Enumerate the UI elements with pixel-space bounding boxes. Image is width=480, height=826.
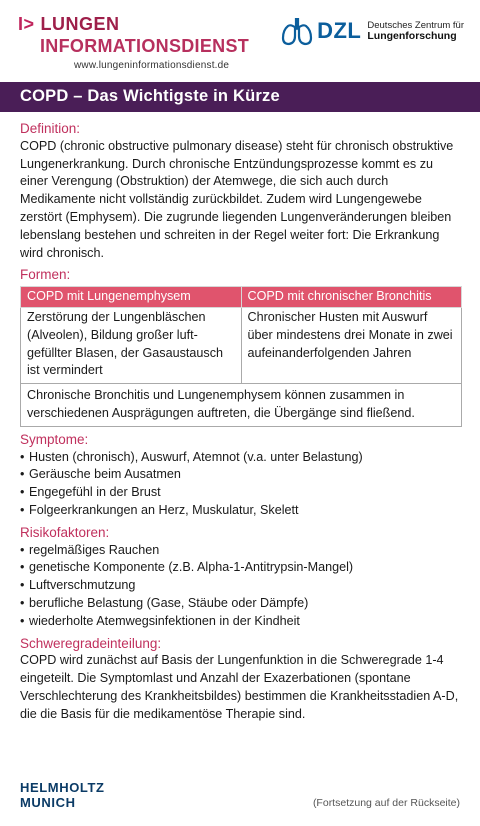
- formen-footer-row: [21, 384, 462, 427]
- formen-col2-cell: Chronischer Husten mit Auswurf über mindestens drei Monate in zwei aufeinanderfolgenden Jahren: [241, 307, 462, 383]
- symptome-heading: Symptome:: [20, 431, 89, 447]
- brand-line2: INFORMATIONSDIENST: [40, 36, 250, 56]
- continuation-note: (Fortsetzung auf der Rückseite): [312, 797, 460, 809]
- footer-logo-line1: HELMHOLTZ: [20, 780, 105, 795]
- list-item: • Engegefühl in der Brust: [20, 484, 462, 502]
- lungeninformationsdienst-logo[interactable]: [18, 14, 249, 71]
- header: [0, 0, 480, 80]
- title-bar: [0, 82, 480, 112]
- schweregrad-text: COPD wird zunächst auf Basis der Lungenfunktion in die Schweregrade 1-4 eingeteilt. Die Symptomlast und Anzahl der Exazerbationen (spontane Verschlechterung des Krankheitsbildes) bestimmen die Krankheitsstadien A-D, die die Basis für die medikamentöse Therapie sind.: [20, 653, 459, 721]
- brand-mark-icon: I>: [18, 14, 35, 34]
- list-item: • Geräusche beim Ausatmen: [20, 466, 462, 484]
- symptome-list: [20, 449, 462, 520]
- formen-footer-cell: Chronische Bronchitis und Lungenemphysem können zusammen in verschiedenen Ausprägungen auftreten, die Übergänge sind fließend.: [21, 384, 462, 427]
- list-item: • berufliche Belastung (Gase, Stäube oder Dämpfe): [20, 595, 462, 613]
- list-item: • Husten (chronisch), Auswurf, Atemnot (v.a. unter Belastung): [20, 449, 462, 467]
- formen-header-row: [21, 287, 462, 308]
- list-item: • Luftverschmutzung: [20, 577, 462, 595]
- lung-icon: [281, 16, 313, 46]
- risiko-list: [20, 542, 462, 631]
- page-title: COPD – Das Wichtigste in Kürze: [20, 87, 280, 105]
- definition-heading: Definition:: [20, 121, 81, 136]
- list-item: • wiederholte Atemwegsinfektionen in der Kindheit: [20, 613, 462, 631]
- brand-line1: LUNGEN: [40, 14, 120, 34]
- partner-acronym: DZL: [317, 18, 362, 43]
- formen-heading: Formen:: [20, 267, 71, 283]
- definition-text: COPD (chronic obstructive pulmonary disease) steht für chronisch obstruktive Lungenerkrankung. Durch chronische Entzündungsprozesse kommt es zu einer Verengung (Obstruktion) der Atemwege, die sich auch durch Medikamente nicht vollständig zurückbildet. Zudem wird Lungengewebe zerstört (Emphysem). Die zugrunde liegenden Lungenveränderungen bleiben lebenslang bestehen und schreiten in der Regel weiter fort: Die Erkrankung wird chronisch.: [20, 138, 454, 260]
- dzl-logo[interactable]: [281, 16, 464, 46]
- helmholtz-logo[interactable]: [20, 780, 105, 810]
- formen-col1-cell: Zerstörung der Lungenbläschen (Alveolen), Bildung großer luftgefüllter Blasen, der Gasaustausch ist vermindert: [21, 307, 242, 383]
- formen-body-row: [21, 307, 462, 383]
- formen-table: [20, 286, 462, 427]
- partner-line1: Deutsches Zentrum für: [367, 20, 464, 31]
- partner-line2: Lungenforschung: [367, 30, 457, 42]
- risiko-heading: Risikofaktoren:: [20, 524, 110, 540]
- schweregrad-heading: Schweregradeinteilung:: [20, 635, 162, 651]
- brand-line1-row: [18, 14, 249, 35]
- formen-col2-header: COPD mit chronischer Bronchitis: [241, 287, 462, 308]
- list-item: • regelmäßiges Rauchen: [20, 542, 462, 560]
- brand-url[interactable]: www.lungeninformationsdienst.de: [74, 60, 230, 71]
- main-content: [20, 120, 462, 724]
- partner-name: [367, 20, 464, 42]
- footer-logo-line2: MUNICH: [20, 795, 76, 810]
- formen-col1-header: COPD mit Lungenemphysem: [21, 287, 242, 308]
- list-item: • Folgeerkrankungen an Herz, Muskulatur, Skelett: [20, 502, 462, 520]
- list-item: • genetische Komponente (z.B. Alpha-1-Antitrypsin-Mangel): [20, 559, 462, 577]
